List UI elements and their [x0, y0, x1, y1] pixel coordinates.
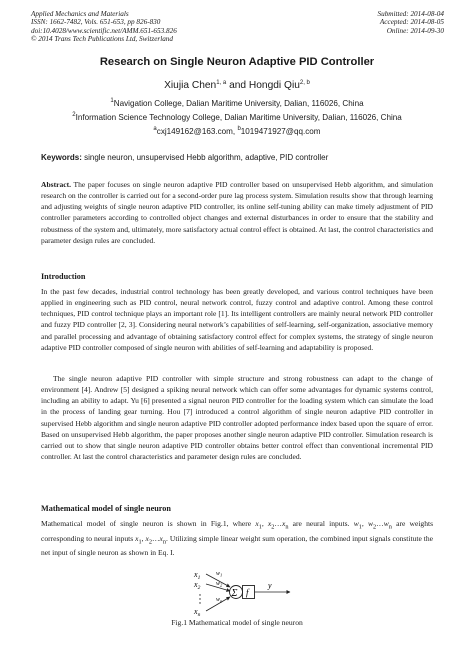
author-2-sup: 2, b	[299, 80, 310, 86]
summation-symbol: Σ	[231, 588, 238, 599]
math-var: x	[267, 519, 272, 528]
affiliation-1	[0, 98, 474, 108]
keywords-label: Keywords:	[41, 153, 82, 162]
abstract-text: The paper focuses on single neuron adaptive PID controller based on unsupervised Hebb algorithm, and simulation research on the controller is carried out for a second-order pure lag process system. Simulation results show that through learning and adjusting weights of single neuron adaptive PID controller, its online self-tuning ability can make timely adjustment of PID controller parameters according to controlled object changes and external disturbances in order to ensure that the stability and robustness of the system and, ultimately, more satisfactory actual control effect is obtained. At last, the control characteristics and parameter design rules are concluded.	[41, 180, 433, 245]
author-2: Hongdi Qiu	[248, 80, 300, 91]
math-sub: n	[388, 523, 392, 531]
introduction-paragraph-1: In the past few decades, industrial control technology has been greatly developed, and various control techniques have been applied in engineering such as PID control, neural network control, fuzzy control and adaptive control. Among these control techniques, PID control technique plays an important role [1]. Its intelligent controllers are mainly neural network PID controller and fuzzy PID controller [2, 3]. Considering neural network’s capabilities of self-learning, self-organization, associative memory and parallel processing and advantage of obtaining satisfactory control effect for complex systems, the strategy of single neuron adaptive PID controller composed of single neuron with abilities of self-learning and adaptability is proposed.	[41, 287, 433, 352]
output-y-label: y	[268, 581, 272, 590]
model-heading: Mathematical model of single neuron	[41, 504, 171, 513]
math-sub: 1	[358, 523, 362, 531]
math-var: x	[145, 533, 149, 543]
model-text: are neural inputs.	[288, 519, 354, 528]
email-a: cxj149162@163.com,	[156, 127, 238, 136]
author-and: and	[226, 80, 249, 91]
author-emails	[0, 126, 474, 136]
math-sub: n	[285, 523, 289, 531]
journal-copyright: © 2014 Trans Tech Publications Ltd, Switzerland	[31, 34, 173, 43]
input-xn-label: $x_n$	[194, 607, 201, 618]
accepted-date: Accepted: 2014-08-05	[379, 18, 444, 27]
keywords	[41, 153, 441, 162]
model-text: …	[152, 533, 160, 543]
model-text: …	[376, 519, 384, 528]
weight-w2-label: $w_2$	[216, 581, 223, 588]
abstract	[41, 179, 433, 246]
math-sub: 2	[148, 538, 152, 546]
journal-doi: doi:10.4028/www.scientific.net/AMM.651-653.826	[31, 26, 177, 35]
vertical-ellipsis	[199, 594, 200, 603]
math-sub: 1	[138, 538, 142, 546]
math-var: x	[159, 533, 163, 543]
submitted-date: Submitted: 2014-08-04	[377, 10, 444, 18]
journal-issn: ISSN: 1662-7482, Vols. 651-653, pp 826-830	[31, 18, 161, 27]
math-var: x	[255, 519, 259, 528]
model-text: ,	[141, 533, 146, 543]
neuron-figure	[160, 566, 320, 618]
introduction-heading: Introduction	[41, 272, 86, 281]
math-sub: 1	[258, 523, 262, 531]
abstract-label: Abstract.	[41, 180, 71, 189]
math-sub: 2	[373, 523, 377, 531]
author-1: Xiujia Chen	[164, 80, 217, 91]
math-sub: n	[162, 538, 167, 546]
input-x1-label: $x_1$	[194, 570, 201, 581]
model-text: ,	[261, 519, 268, 528]
email-b: 1019471927@qq.com	[240, 127, 321, 136]
model-paragraph	[41, 518, 433, 558]
math-var: w	[353, 519, 359, 528]
math-var: w	[367, 519, 374, 528]
weight-w1-label: $w_1$	[216, 571, 223, 578]
model-text: Mathematical model of single neuron is shown in Fig.1, where	[41, 519, 256, 528]
journal-header	[31, 10, 177, 43]
model-text: . Utilizing simple linear weight sum operation, the combined input signals constitute the net input of single neuron as shown in Eq. I.	[41, 533, 433, 558]
introduction-paragraph-2: The single neuron adaptive PID controller with simple structure and strong robustness can adapt to the change of environment [4]. Andrew [5] designed a spiking neural network which can offer some advantages for dynamic systems control, including an ability to adapt. Yu [6] presented a signal neuron PID controller for the loading system which can simulate the load in the process of landing gear turning. Hou [7] introduced a control algorithm of single neuron adaptive PID controller in supervised Hebb algorithm and single neuron adaptive PID controller adopted performance index based upon the square of error. Based on unsupervised Hebb algorithm, the paper proposes another single neuron adaptive PID controller. Simulation research is carried out to show that single neuron adaptive PID controller obtains better control effect than conventional incremental PID controller. At last the control characteristics and parameter design rules are concluded.	[41, 374, 433, 462]
affiliation-2-text: Information Science Technology College, Dalian Maritime University, Dalian, 116026, China	[75, 113, 402, 122]
affiliation-1-sup: 1	[110, 98, 114, 104]
weight-wn-label: $w_n$	[216, 597, 223, 604]
figure-caption: Fig.1 Mathematical model of single neuron	[171, 618, 303, 627]
activation-f-label: f	[246, 587, 249, 598]
paper-title: Research on Single Neuron Adaptive PID Controller	[99, 56, 375, 68]
input-x2-label: $x_2$	[194, 580, 201, 591]
email-b-sup: b	[237, 126, 241, 132]
dates-header	[378, 10, 444, 35]
author-line	[0, 80, 474, 91]
math-var: w	[383, 519, 389, 528]
online-date: Online: 2014-09-30	[386, 26, 444, 35]
math-var: x	[135, 533, 139, 543]
affiliation-1-text: Navigation College, Dalian Maritime University, Dalian, 116026, China	[113, 99, 364, 108]
affiliation-2-sup: 2	[72, 112, 76, 118]
journal-name: Applied Mechanics and Materials	[31, 10, 129, 18]
affiliation-2	[0, 112, 474, 122]
author-1-sup: 1, a	[216, 80, 227, 86]
model-text: are weights corresponding to neural inputs	[41, 519, 434, 543]
model-text: …	[274, 519, 282, 528]
email-a-sup: a	[153, 126, 157, 132]
neuron-diagram	[160, 566, 320, 618]
math-sub: 2	[271, 523, 275, 531]
model-text: ,	[361, 519, 368, 528]
keywords-text: single neuron, unsupervised Hebb algorithm, adaptive, PID controller	[81, 153, 329, 162]
math-var: x	[281, 519, 286, 528]
